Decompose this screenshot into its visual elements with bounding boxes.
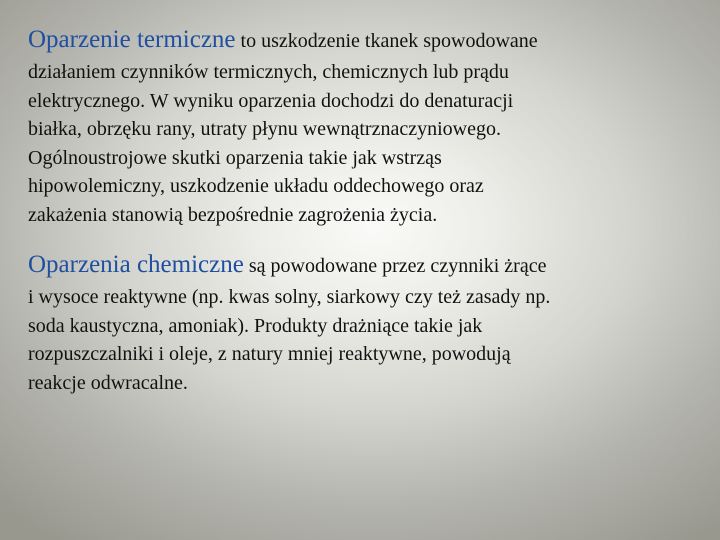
paragraph-line: soda kaustyczna, amoniak). Produkty drażniące takie jak [28, 314, 483, 337]
paragraph-line: i wysoce reaktywne (np. kwas solny, siarkowy czy też zasady np. [28, 286, 551, 308]
paragraph-line: Ogólnoustrojowe skutki oparzenia takie jak wstrząs [28, 146, 442, 169]
paragraph-thermal-burn [28, 22, 678, 229]
slide-content [28, 22, 678, 397]
term-chemical-burn: Oparzenia chemiczne [28, 251, 244, 278]
paragraph-line: rozpuszczalniki i oleje, z natury mniej reaktywne, powodują [28, 343, 511, 365]
paragraph-line: elektrycznego. W wyniku oparzenia dochodzi do denaturacji [28, 89, 514, 112]
paragraph-chemical-burn [28, 247, 678, 397]
term-thermal-burn: Oparzenie termiczne [28, 26, 236, 53]
paragraph-line: hipowolemiczny, uszkodzenie układu oddechowego oraz [28, 175, 484, 197]
paragraph-first-line [28, 247, 678, 284]
paragraph-line: zakażenia stanowią bezpośrednie zagrożenia życia. [28, 203, 438, 226]
paragraph-first-line [28, 22, 678, 59]
paragraph-line: białka, obrzęku rany, utraty płynu wewnątrznaczyniowego. [28, 118, 501, 140]
paragraph-line: są powodowane przez czynniki żrące [248, 255, 547, 277]
paragraph-line: reakcje odwracalne. [28, 371, 188, 394]
paragraph-line: to uszkodzenie tkanek spowodowane [240, 30, 538, 52]
paragraph-line: działaniem czynników termicznych, chemicznych lub prądu [28, 61, 509, 83]
